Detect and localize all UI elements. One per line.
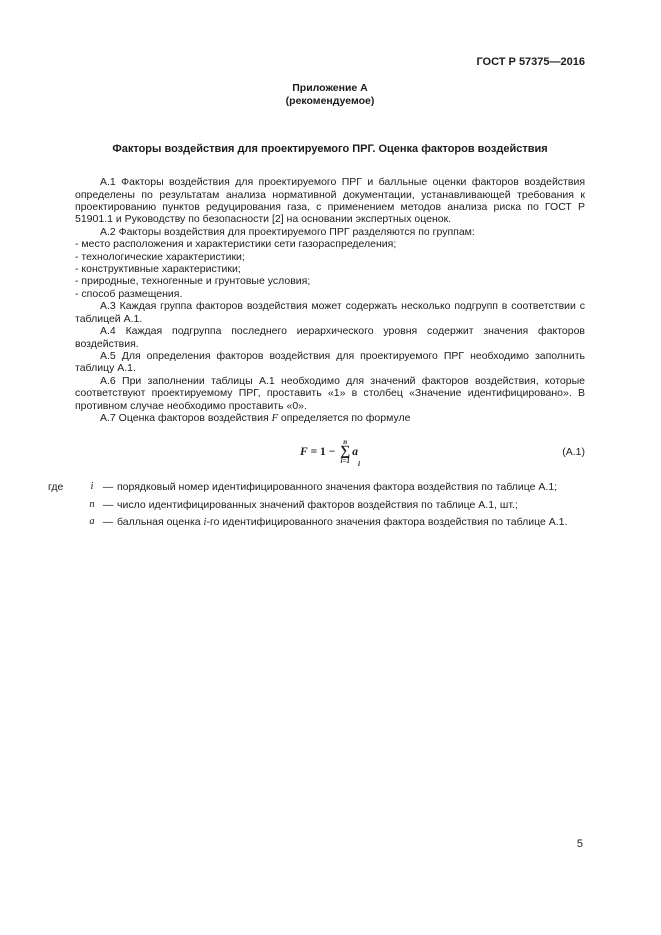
paragraph-a4: А.4 Каждая подгруппа последнего иерархического уровня содержит значения факторов воздействия. bbox=[75, 325, 585, 350]
formula-legend bbox=[48, 481, 585, 529]
legend-inline-variable: i bbox=[203, 517, 207, 529]
list-item: - технологические характеристики; bbox=[75, 250, 245, 263]
section-title: Факторы воздействия для проектируемого ПРГ. Оценка факторов воздействия bbox=[112, 143, 548, 156]
legend-variable: a bbox=[89, 516, 95, 528]
appendix-heading bbox=[75, 82, 585, 107]
legend-definition bbox=[117, 516, 585, 529]
summation-lower-limit: i=1 bbox=[340, 457, 350, 466]
paragraph-a6: А.6 При заполнении таблицы А.1 необходимо для значений факторов воздействия, которые соответствуют проектируемому ПРГ, проставить «1» в столбец «Значение идентифицировано». В противном случае необходимо проставить «0». bbox=[75, 374, 585, 412]
list-item: - природные, техногенные и грунтовые условия; bbox=[75, 275, 311, 288]
variable-F: F bbox=[271, 412, 278, 424]
formula-a1-row bbox=[75, 435, 585, 469]
legend-definition: число идентифицированных значений факторов воздействия по таблице А.1, шт.; bbox=[117, 498, 518, 511]
legend-definition: порядковый номер идентифицированного значения фактора воздействия по таблице А.1; bbox=[117, 481, 558, 494]
document-body bbox=[48, 176, 585, 529]
paragraph-a3: А.3 Каждая группа факторов воздействия может содержать несколько подгрупп в соответствии с таблицей А.1. bbox=[75, 300, 585, 325]
formula-term: a bbox=[352, 445, 358, 458]
paragraph-a2: А.2 Факторы воздействия для проектируемого ПРГ разделяются по группам: bbox=[100, 225, 475, 238]
formula-term-subscript: i bbox=[357, 458, 361, 468]
document-code: ГОСТ Р 57375—2016 bbox=[476, 56, 585, 68]
legend-dash: — bbox=[102, 516, 114, 529]
page-number: 5 bbox=[576, 838, 583, 850]
list-item: - место расположения и характеристики сети газораспределения; bbox=[75, 238, 397, 251]
formula-relation: = 1 − bbox=[310, 445, 336, 458]
summation-upper-limit: n bbox=[343, 438, 348, 447]
legend-row bbox=[48, 499, 585, 511]
legend-text-part: -го идентифицированного значения фактора воздействия по таблице А.1. bbox=[206, 516, 568, 529]
summation-sign bbox=[340, 439, 350, 465]
list-item: - конструктивные характеристики; bbox=[75, 263, 241, 276]
legend-label-spacer bbox=[48, 499, 85, 511]
formula-number: (А.1) bbox=[562, 446, 585, 459]
appendix-title: Приложение А bbox=[292, 82, 368, 95]
page-content bbox=[48, 0, 585, 535]
factor-groups-list bbox=[75, 238, 585, 300]
legend-dash: — bbox=[102, 481, 114, 494]
paragraph-a7-text: А.7 Оценка факторов воздействия bbox=[100, 411, 272, 424]
legend-variable: i bbox=[90, 481, 94, 493]
page-header bbox=[75, 56, 585, 68]
paragraph-a5: А.5 Для определения факторов воздействия для проектируемого ПРГ необходимо заполнить таблицу А.1. bbox=[75, 349, 585, 375]
legend-variable: n bbox=[89, 498, 95, 510]
formula-lhs: F bbox=[299, 445, 308, 458]
legend-dash: — bbox=[102, 498, 114, 511]
paragraph-a7-text: определяется по формуле bbox=[277, 411, 411, 424]
appendix-subtitle: (рекомендуемое) bbox=[285, 94, 375, 107]
paragraph-a1: А.1 Факторы воздействия для проектируемого ПРГ и балльные оценки факторов воздействия определены по результатам анализа нормативной документации, устанавливающей требования к проектированию пунктов редуцирования газа, с применением методов анализа риска по ГОСТ Р 51901.1 и Руководству по безопасности [2] на основании экспертных оценок. bbox=[75, 176, 585, 226]
formula-expression bbox=[299, 438, 361, 468]
legend-row bbox=[48, 516, 585, 529]
list-item: - способ размещения. bbox=[75, 287, 183, 300]
legend-text-part: балльная оценка bbox=[117, 516, 204, 529]
legend-label: где bbox=[48, 481, 64, 494]
legend-label-spacer bbox=[48, 516, 85, 529]
sigma-icon: ∑ bbox=[340, 444, 351, 460]
legend-row bbox=[48, 481, 585, 493]
paragraph-a7 bbox=[75, 412, 585, 425]
